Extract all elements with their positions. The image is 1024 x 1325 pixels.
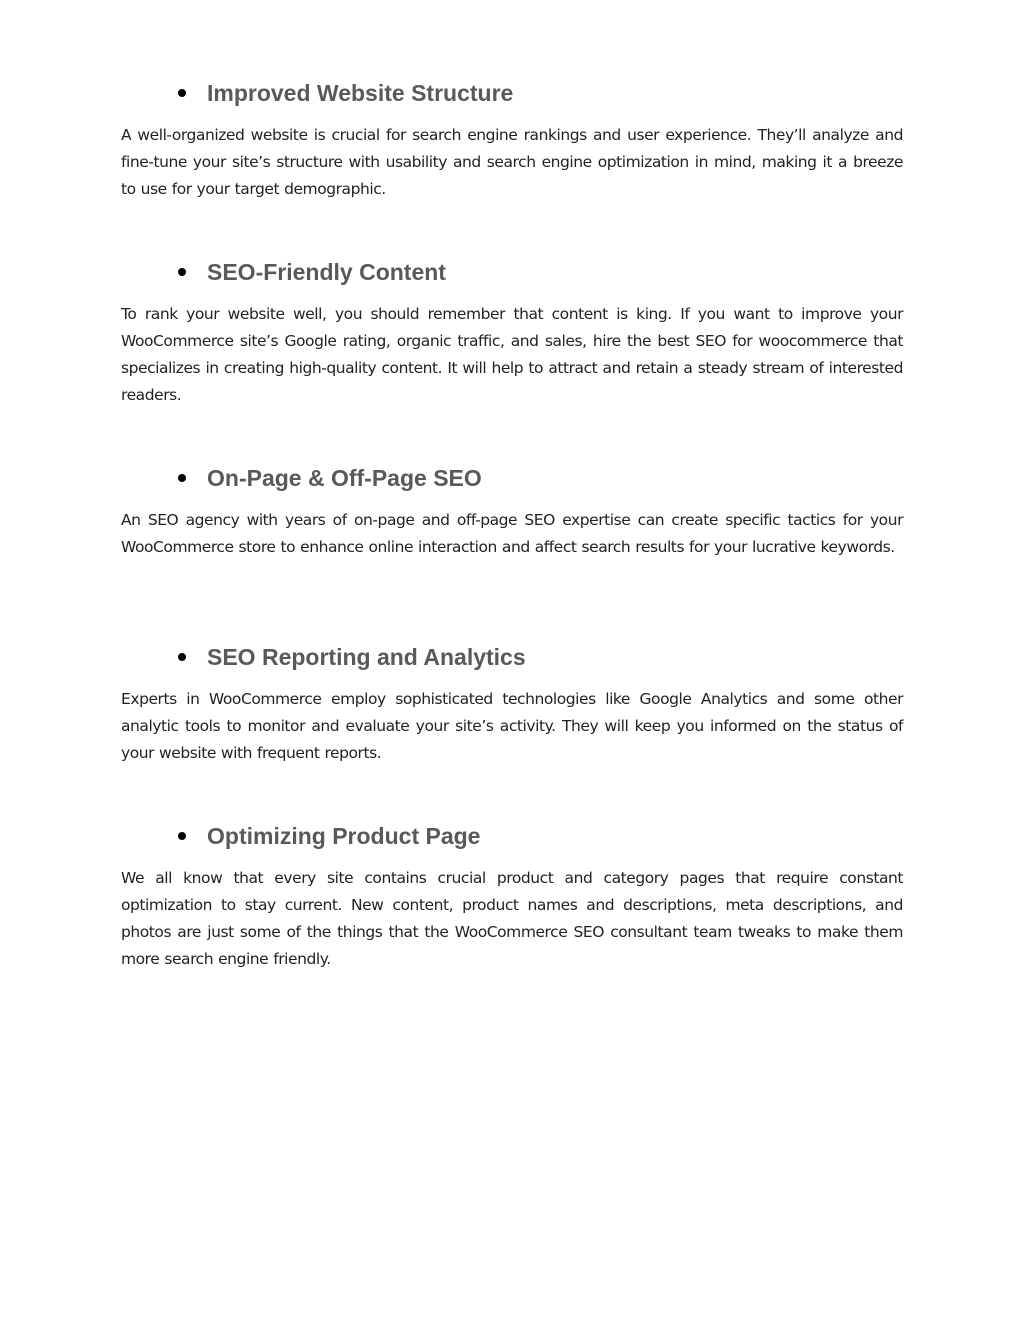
section-heading-on-page-off-page-seo bbox=[178, 463, 878, 493]
bullet-icon bbox=[178, 653, 186, 661]
section-heading-text: On-Page & Off-Page SEO bbox=[207, 465, 482, 492]
bullet-icon bbox=[178, 89, 186, 97]
section-heading-text: Improved Website Structure bbox=[207, 80, 514, 107]
section-heading-text: SEO-Friendly Content bbox=[207, 259, 446, 286]
bullet-icon bbox=[178, 268, 186, 276]
section-paragraph-seo-friendly-content: To rank your website well, you should remember that content is king. If you want to improve your WooCommerce site’s Google rating, organic traffic, and sales, hire the best SEO for woocommerce that specializes in creating high-quality content. It will help to attract and retain a steady stream of interested readers. bbox=[121, 305, 903, 404]
section-heading-improved-website-structure bbox=[178, 78, 878, 108]
bullet-icon bbox=[178, 832, 186, 840]
section-heading-seo-friendly-content bbox=[178, 257, 878, 287]
section-paragraph-seo-reporting-analytics: Experts in WooCommerce employ sophisticated technologies like Google Analytics and some other analytic tools to monitor and evaluate your site’s activity. They will keep you informed on the status of your website with frequent reports. bbox=[121, 690, 903, 762]
section-heading-seo-reporting-analytics bbox=[178, 642, 878, 672]
section-heading-text: Optimizing Product Page bbox=[207, 823, 481, 850]
section-paragraph-on-page-off-page-seo: An SEO agency with years of on-page and off-page SEO expertise can create specific tactics for your WooCommerce store to enhance online interaction and affect search results for your lucrative keywords. bbox=[121, 511, 903, 556]
section-heading-optimizing-product-page bbox=[178, 821, 878, 851]
section-paragraph-optimizing-product-page: We all know that every site contains crucial product and category pages that require constant optimization to stay current. New content, product names and descriptions, meta descriptions, and photos are just some of the things that the WooCommerce SEO consultant team tweaks to make them more search engine friendly. bbox=[121, 869, 903, 968]
section-heading-text: SEO Reporting and Analytics bbox=[207, 644, 526, 671]
section-paragraph-improved-website-structure: A well-organized website is crucial for search engine rankings and user experience. They’ll analyze and fine-tune your site’s structure with usability and search engine optimization in mind, making it a breeze to use for your target demographic. bbox=[121, 126, 903, 198]
bullet-icon bbox=[178, 474, 186, 482]
